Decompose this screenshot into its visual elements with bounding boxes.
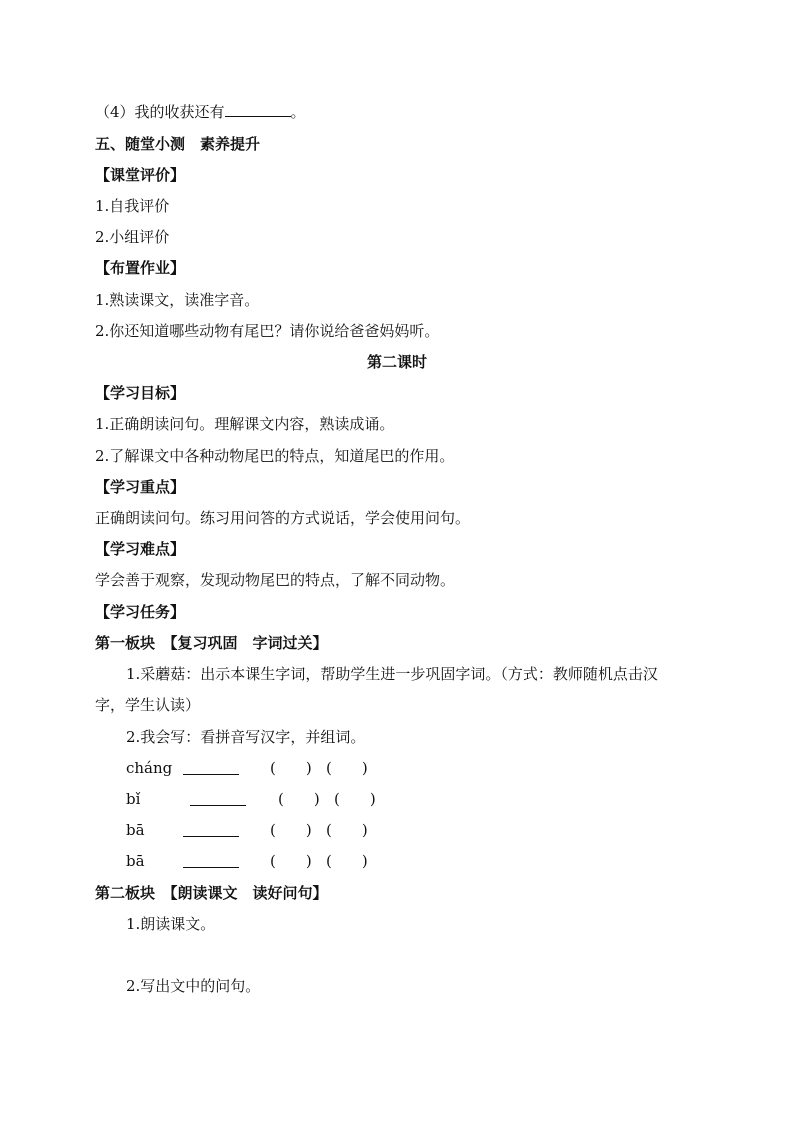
key-text: 正确朗读问句。练习用问答的方式说话，学会使用问句。 [95,509,471,527]
harvest-line [95,102,306,122]
homework-item-1: 1.熟读课文，读准字音。 [95,291,260,309]
class-eval-heading: 【课堂评价】 [95,166,186,184]
goal-item-2: 2.了解课文中各种动物尾巴的特点，知道尾巴的作用。 [95,447,455,465]
word-paren: ( ) [326,821,368,839]
difficult-text: 学会善于观察，发现动物尾巴的特点，了解不同动物。 [95,571,456,589]
block1-item1-line2: 字，学生认读） [95,696,201,714]
pinyin-text: bǐ [126,790,141,808]
word-paren: ( ) [326,759,368,777]
eval-item-1: 1.自我评价 [95,197,170,215]
block1-item2: 2.我会写：看拼音写汉字，并组词。 [126,728,366,746]
block1-item1-line1: 1.采蘑菇：出示本课生字词，帮助学生进一步巩固字词。（方式：教师随机点击汉 [126,665,658,683]
answer-blank [183,822,239,837]
harvest-suffix: 。 [290,103,306,121]
word-paren: ( ) [326,852,368,870]
tasks-heading: 【学习任务】 [95,603,186,621]
goal-item-1: 1.正确朗读问句。理解课文内容，熟读成诵。 [95,415,395,433]
homework-item-2: 2.你还知道哪些动物有尾巴？请你说给爸爸妈妈听。 [95,322,440,340]
word-paren: ( ) [270,759,312,777]
pinyin-text: bā [126,821,145,839]
key-heading: 【学习重点】 [95,478,186,496]
block2-item1: 1.朗读课文。 [126,915,216,933]
word-paren: ( ) [278,790,320,808]
goals-heading: 【学习目标】 [95,384,186,402]
homework-heading: 【布置作业】 [95,259,186,277]
answer-blank [183,760,239,775]
block2-item2: 2.写出文中的问句。 [126,977,261,995]
harvest-prefix: （4）我的收获还有 [95,103,225,121]
harvest-blank [225,102,291,117]
pinyin-text: bā [126,852,145,870]
pinyin-text: cháng [126,759,173,777]
section5-title: 五、随堂小测 素养提升 [95,135,261,153]
word-paren: ( ) [270,852,312,870]
block2-heading: 第二板块 【朗读课文 读好问句】 [95,884,328,902]
word-paren: ( ) [270,821,312,839]
lesson2-title: 第二课时 [366,353,427,371]
eval-item-2: 2.小组评价 [95,228,170,246]
answer-blank [190,791,246,806]
word-paren: ( ) [334,790,376,808]
difficult-heading: 【学习难点】 [95,540,186,558]
block1-heading: 第一板块 【复习巩固 字词过关】 [95,634,328,652]
answer-blank [183,853,239,868]
